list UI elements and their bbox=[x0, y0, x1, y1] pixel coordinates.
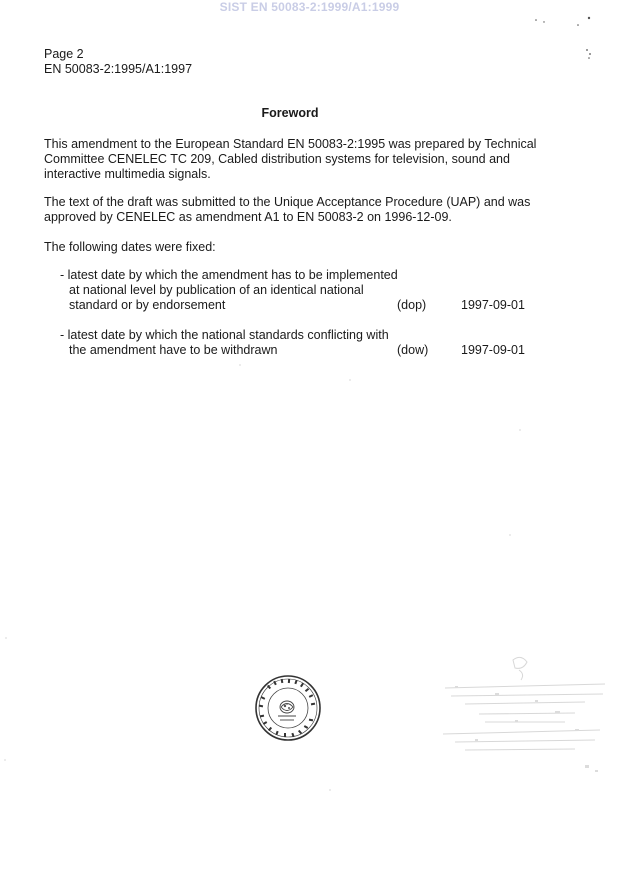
date-item-date: 1997-09-01 bbox=[461, 343, 525, 357]
date-item-dow bbox=[60, 328, 540, 358]
date-item-description: - latest date by which the amendment has to be implemented at national level by publication of an identical national standard or by endorsement bbox=[60, 268, 398, 312]
page-title: Foreword bbox=[261, 106, 319, 120]
date-item-date: 1997-09-01 bbox=[461, 298, 525, 312]
foreword-paragraph-2: The text of the draft was submitted to the Unique Acceptance Procedure (UAP) and was approved by CENELEC as amendment A1 to EN 50083-2 on 1996-12-09. bbox=[44, 195, 531, 224]
date-item-code: (dow) bbox=[397, 343, 429, 357]
official-seal-icon bbox=[254, 674, 322, 742]
date-item-dop bbox=[60, 268, 540, 313]
page-reference bbox=[44, 47, 192, 77]
page-number: Page 2 bbox=[44, 47, 84, 61]
date-item-code: (dop) bbox=[397, 298, 427, 312]
standard-reference: EN 50083-2:1995/A1:1997 bbox=[44, 62, 193, 76]
faded-stamp-icon bbox=[435, 650, 615, 780]
watermark-header: SIST EN 50083-2:1999/A1:1999 bbox=[219, 0, 400, 14]
foreword-paragraph-3: The following dates were fixed: bbox=[44, 240, 216, 254]
foreword-paragraph-1: This amendment to the European Standard EN 50083-2:1995 was prepared by Technical Committee CENELEC TC 209, Cabled distribution systems for television, sound and interactive multimedia signals. bbox=[44, 137, 537, 181]
date-item-description: - latest date by which the national standards conflicting with the amendment have to be withdrawn bbox=[60, 328, 389, 357]
